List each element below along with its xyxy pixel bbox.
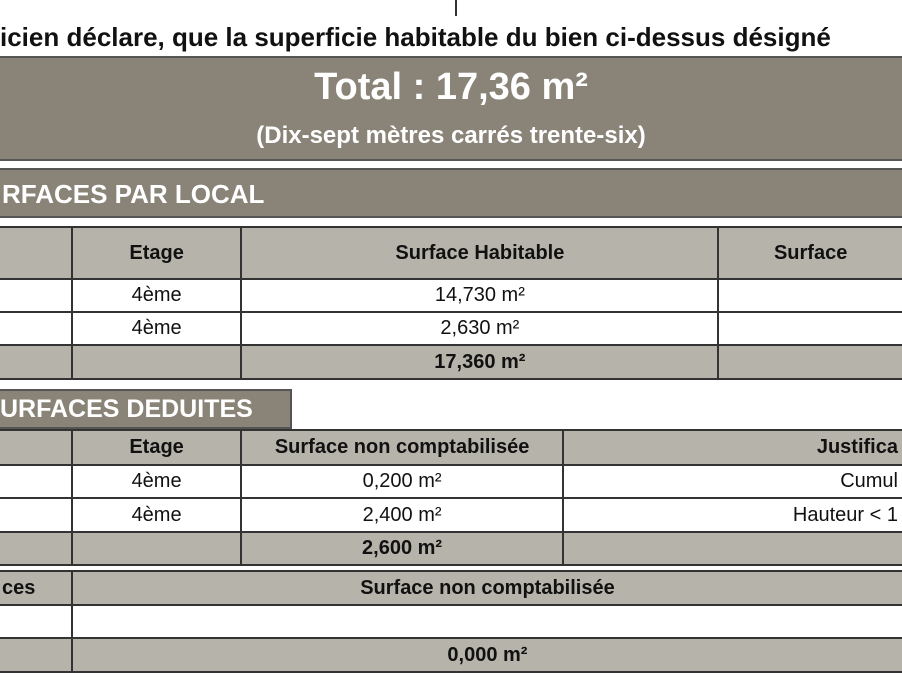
cell	[0, 638, 72, 672]
cell	[718, 312, 902, 345]
cell	[563, 532, 902, 565]
table-row	[0, 498, 902, 532]
cell-surface: 2,630 m²	[241, 312, 718, 345]
section-surfaces-deduites: URFACES DEDUITES	[0, 389, 292, 429]
col-header-etage: Etage	[72, 227, 242, 279]
total-words: (Dix-sept mètres carrés trente-six)	[256, 122, 646, 149]
total-surface-habitable: 17,360 m²	[241, 345, 718, 379]
total-surface-deduite: 2,600 m²	[241, 532, 562, 565]
col-header-surface-habitable: Surface Habitable	[241, 227, 718, 279]
cell-etage: 4ème	[72, 279, 242, 312]
top-divider	[455, 0, 457, 16]
cell	[72, 605, 902, 638]
total-box	[0, 56, 902, 161]
total-label: Total : 17,36 m²	[314, 66, 588, 108]
col-header-surface-non-comptabilisee: Surface non comptabilisée	[241, 430, 562, 465]
cell	[718, 345, 902, 379]
table-row	[0, 312, 902, 345]
cell-etage: 4ème	[72, 465, 242, 498]
cell-etage: 4ème	[72, 312, 242, 345]
total-surface-annexe: 0,000 m²	[72, 638, 902, 672]
table-header-row	[0, 571, 902, 605]
cell	[0, 279, 72, 312]
table-header-row	[0, 430, 902, 465]
table-header-row	[0, 227, 902, 279]
col-header	[0, 430, 72, 465]
total-row	[0, 532, 902, 565]
cell	[718, 279, 902, 312]
cell	[0, 498, 72, 532]
cell-surface: 14,730 m²	[241, 279, 718, 312]
col-header	[0, 227, 72, 279]
total-row	[0, 638, 902, 672]
surfaces-annexes-table	[0, 570, 902, 673]
surfaces-deduites-table	[0, 429, 902, 566]
col-header: ces	[0, 571, 72, 605]
surfaces-par-local-table	[0, 226, 902, 380]
col-header-surface: Surface	[718, 227, 902, 279]
cell	[72, 532, 242, 565]
declaration-text: icien déclare, que la superficie habitable du bien ci-dessus désigné	[0, 22, 831, 52]
cell-etage: 4ème	[72, 498, 242, 532]
section-surfaces-par-local: RFACES PAR LOCAL	[0, 168, 902, 218]
col-header-surface-non-comptabilisee: Surface non comptabilisée	[72, 571, 902, 605]
table-row	[0, 605, 902, 638]
cell-surface: 2,400 m²	[241, 498, 562, 532]
cell-justification: Cumul	[563, 465, 902, 498]
cell	[0, 532, 72, 565]
table-row	[0, 279, 902, 312]
cell	[0, 345, 72, 379]
cell	[0, 312, 72, 345]
cell	[0, 465, 72, 498]
col-header-etage: Etage	[72, 430, 242, 465]
cell-justification: Hauteur < 1	[563, 498, 902, 532]
cell-surface: 0,200 m²	[241, 465, 562, 498]
col-header-justification: Justifica	[563, 430, 902, 465]
cell	[72, 345, 242, 379]
table-row	[0, 465, 902, 498]
cell	[0, 605, 72, 638]
total-row	[0, 345, 902, 379]
